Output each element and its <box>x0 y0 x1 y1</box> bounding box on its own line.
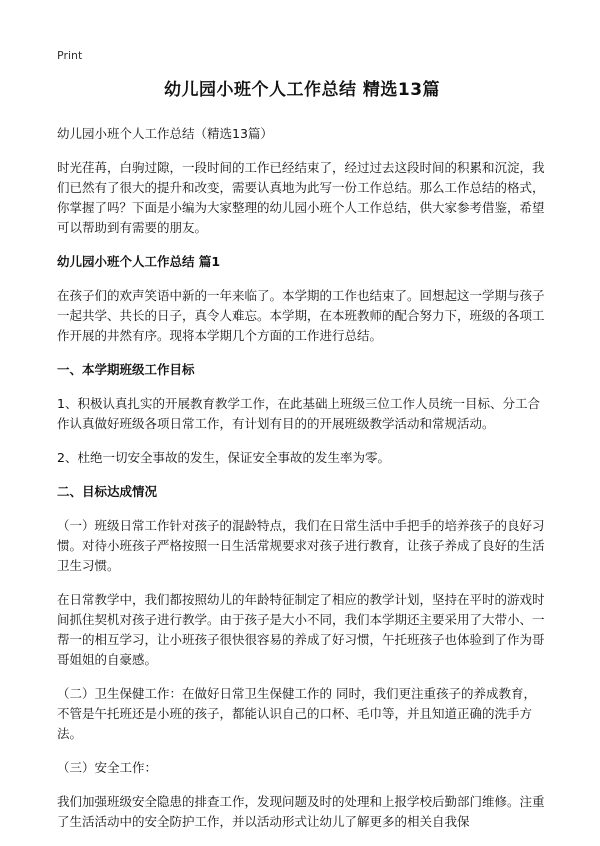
achievement-paragraph: （二）卫生保健工作：在做好日常卫生保健工作的 同时，我们更注重孩子的养成教育，不管是午托班还是小班的孩子，都能认识自己的口杯、毛巾等，并且知道正确的洗手方法。 <box>57 686 536 741</box>
section-heading-achievements: 二、目标达成情况 <box>57 484 158 499</box>
page-title: 幼儿园小班个人工作总结 精选13篇 <box>163 80 441 100</box>
achievement-paragraph: （三）安全工作： <box>57 760 158 775</box>
article-heading: 幼儿园小班个人工作总结 篇1 <box>57 254 221 269</box>
section-heading-goals: 一、本学期班级工作目标 <box>57 362 195 377</box>
goal-item: 2、杜绝一切安全事故的发生，保证安全事故的发生率为零。 <box>57 450 390 465</box>
goal-item: 1、积极认真扎实的开展教育教学工作，在此基础上班级三位工作人员统一目标、分工合作认真做好班级各项日常工作，有计划有目的的开展班级教学活动和常规活动。 <box>57 396 540 431</box>
achievement-paragraph: （一）班级日常工作针对孩子的混龄特点，我们在日常生活中手把手的培养孩子的良好习惯。对待小班孩子严格按照一日生活常规要求对孩子进行教育，让孩子养成了良好的生活卫生习惯。 <box>57 518 545 573</box>
achievement-paragraph: 在日常教学中，我们都按照幼儿的年龄特征制定了相应的教学计划，坚持在平时的游戏时间抓住契机对孩子进行教学。由于孩子是大小不同，我们本学期还主要采用了大带小、一帮一的相互学习，让小班孩子很快很容易的养成了好习惯，午托班孩子也体验到了作为哥哥姐姐的自豪感。 <box>57 592 545 667</box>
document-body <box>57 74 547 846</box>
print-link[interactable]: Print <box>57 49 83 62</box>
article-intro-paragraph: 在孩子们的欢声笑语中新的一年来临了。本学期的工作也结束了。回想起这一学期与孩子一起共学、共长的日子，真令人难忘。本学期，在本班教师的配合努力下，班级的各项工作开展的井然有序。现将本学期几个方面的工作进行总结。 <box>57 288 545 343</box>
achievement-paragraph: 我们加强班级安全隐患的排查工作，发现问题及时的处理和上报学校后勤部门维修。注重了生活活动中的安全防护工作，并以活动形式让幼儿了解更多的相关自我保 <box>57 794 545 829</box>
intro-paragraph: 时光荏苒，白驹过隙，一段时间的工作已经结束了，经过过去这段时间的积累和沉淀，我们已然有了很大的提升和改变，需要认真地为此写一份工作总结。那么工作总结的格式，你掌握了吗？下面是小编为大家整理的幼儿园小班个人工作总结，供大家参考借鉴，希望可以帮助到有需要的朋友。 <box>57 160 545 235</box>
document-subtitle: 幼儿园小班个人工作总结（精选13篇） <box>57 126 273 141</box>
